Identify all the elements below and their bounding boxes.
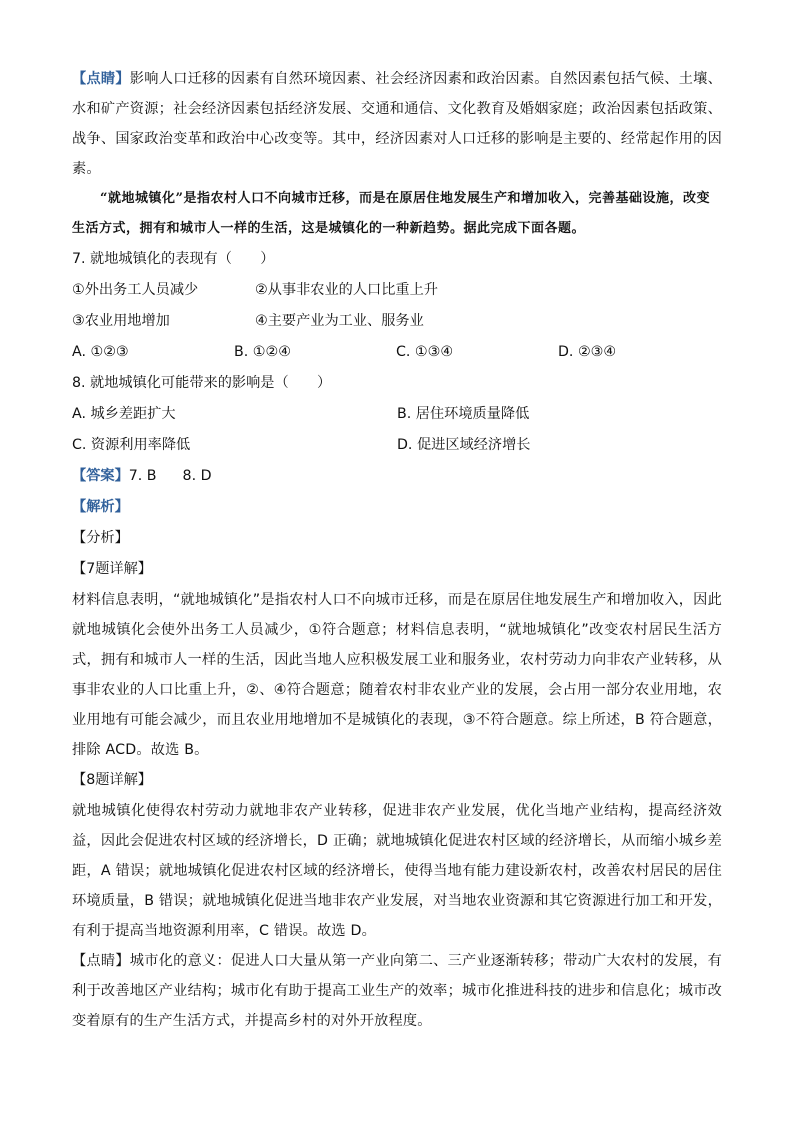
analysis-heading: 【解析】 [72, 499, 129, 515]
question-8-options-row-1 [72, 399, 722, 430]
fenxi-heading: 【分析】 [72, 530, 129, 546]
tip-text: 影响人口迁移的因素有自然环境因素、社会经济因素和政治因素。自然因素包括气候、土壤、水和矿产资源；社会经济因素包括经济发展、交通和通信、文化教育及婚姻家庭；政治因素包括政策、战争、国家政治变革和政治中心改变等。其中，经济因素对人口迁移的影响是主要的、经常起作用的因素。 [72, 71, 723, 177]
question-7-stem: 7. 就地城镇化的表现有（ ） [72, 251, 275, 267]
statement-2: ②从事非农业的人口比重上升 [255, 282, 438, 298]
option-a: A. ①②③ [72, 344, 129, 360]
option-c: C. 资源利用率降低 [72, 437, 191, 453]
question-8-options-row-2 [72, 430, 722, 461]
tip-text: 城市化的意义：促进人口大量从第一产业向第二、三产业逐渐转移；带动广大农村的发展，有利于改善地区产业结构；城市化有助于提高工业生产的效率；城市化推进科技的进步和信息化；城市改变着原有的生产生活方式，并提高乡村的对外开放程度。 [72, 953, 723, 1029]
question-8-stem: 8. 就地城镇化可能带来的影响是（ ） [72, 375, 332, 391]
option-d: D. 促进区域经济增长 [397, 437, 531, 453]
statement-1: ①外出务工人员减少 [72, 282, 199, 298]
tip-tag: 【点睛】 [72, 71, 130, 87]
option-b: B. ①②④ [234, 344, 291, 360]
tip-paragraph-1 [72, 64, 722, 184]
reading-passage: “就地城镇化”是指农村人口不向城市迁移，而是在原居住地发展生产和增加收入，完善基础设施，改变生活方式，拥有和城市人一样的生活，这是城镇化的一种新趋势。据此完成下面各题。 [72, 191, 710, 236]
tip-tag: 【点睛】 [72, 953, 130, 969]
detail-7-heading: 【7题详解】 [72, 561, 152, 577]
detail-7-text: 材料信息表明，“就地城镇化”是指农村人口不向城市迁移，而是在原居住地发展生产和增加收入，因此就地城镇化会使外出务工人员减少，①符合题意；材料信息表明，“就地城镇化”改变农村居民生活方式，拥有和城市人一样的生活，因此当地人应积极发展工业和服务业，农村劳动力向非农产业转移，从事非农业的人口比重上升，②、④符合题意；随着农村非农业产业的发展，会占用一部分农业用地，农业用地有可能会减少，而且农业用地增加不是城镇化的表现，③不符合题意。综上所述，B 符合题意，排除 ACD。故选 B。 [72, 592, 722, 758]
option-b: B. 居住环境质量降低 [397, 406, 530, 422]
question-7-statements-row-1 [72, 275, 722, 306]
statement-4: ④主要产业为工业、服务业 [255, 313, 424, 329]
option-d: D. ②③④ [558, 344, 617, 360]
tip-paragraph-2 [72, 946, 722, 1036]
statement-3: ③农业用地增加 [72, 313, 170, 329]
answer-line [72, 461, 722, 492]
answer-7: 7. B [128, 468, 157, 484]
answer-tag: 【答案】 [72, 468, 129, 484]
answer-8: 8. D [182, 468, 212, 484]
option-a: A. 城乡差距扩大 [72, 406, 176, 422]
question-7-options [72, 337, 722, 368]
detail-8-text: 就地城镇化使得农村劳动力就地非农产业转移，促进非农产业发展，优化当地产业结构，提高经济效益，因此会促进农村区域的经济增长，D 正确；就地城镇化促进农村区域的经济增长，从而缩小城乡差距，A 错误；就地城镇化促进农村区域的经济增长，使得当地有能力建设新农村，改善农村居民的居住环境质量，B 错误；就地城镇化促进当地非农产业发展，对当地农业资源和其它资源进行加工和开发，有利于提高当地资源利用率，C 错误。故选 D。 [72, 803, 722, 939]
detail-8-heading: 【8题详解】 [72, 772, 152, 788]
option-c: C. ①③④ [396, 344, 454, 360]
question-7-statements-row-2 [72, 306, 722, 337]
